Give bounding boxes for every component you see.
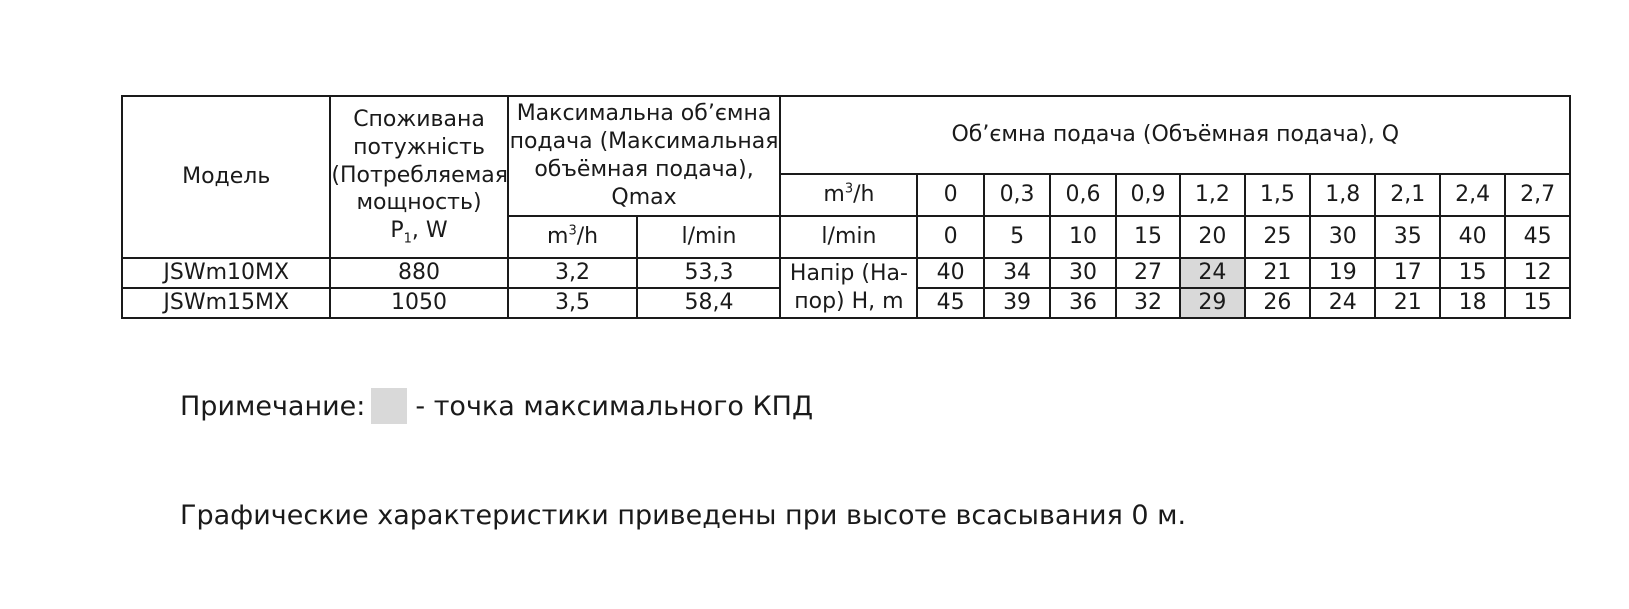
power-cell: 1050 bbox=[330, 288, 507, 318]
head-cell: 19 bbox=[1310, 258, 1375, 288]
head-cell: 26 bbox=[1245, 288, 1310, 318]
flow-m3h-cell: 0,9 bbox=[1116, 174, 1180, 216]
head-cell: 36 bbox=[1050, 288, 1115, 318]
unit-lmin-flow: l/min bbox=[780, 216, 917, 258]
flow-lmin-cell: 40 bbox=[1440, 216, 1505, 258]
qmax-m3h-cell: 3,2 bbox=[508, 258, 638, 288]
note bbox=[180, 388, 813, 424]
note-text: - точка максимального КПД bbox=[415, 390, 814, 422]
footnote: Графические характеристики приведены при высоте всасывания 0 м. bbox=[180, 500, 1187, 531]
head-cell: 21 bbox=[1375, 288, 1439, 318]
flow-m3h-cell: 2,7 bbox=[1505, 174, 1570, 216]
flow-m3h-cell: 0,6 bbox=[1050, 174, 1115, 216]
flow-m3h-cell: 2,4 bbox=[1440, 174, 1505, 216]
pump-spec-table bbox=[121, 95, 1571, 319]
head-cell: 15 bbox=[1440, 258, 1505, 288]
header-qmax: Максимальна об’ємна подача (Максимальная объёмная подача), Qmax bbox=[508, 96, 781, 216]
qmax-lmin-cell: 58,4 bbox=[637, 288, 780, 318]
qmax-m3h-cell: 3,5 bbox=[508, 288, 638, 318]
head-cell-max-efficiency: 24 bbox=[1180, 258, 1244, 288]
flow-m3h-cell: 1,8 bbox=[1310, 174, 1375, 216]
header-head: Напір (На- пор) H, m bbox=[780, 258, 917, 318]
flow-lmin-cell: 5 bbox=[984, 216, 1050, 258]
header-model: Модель bbox=[122, 96, 330, 258]
head-cell: 15 bbox=[1505, 288, 1570, 318]
flow-m3h-cell: 1,2 bbox=[1180, 174, 1244, 216]
head-cell: 18 bbox=[1440, 288, 1505, 318]
head-cell: 21 bbox=[1245, 258, 1310, 288]
head-cell: 17 bbox=[1375, 258, 1439, 288]
head-cell: 34 bbox=[984, 258, 1050, 288]
unit-m3h-flow: $m^3/h$ bbox=[780, 174, 917, 216]
flow-m3h-cell: 0 bbox=[917, 174, 983, 216]
unit-m3h-qmax: $m^3/h$ bbox=[508, 216, 638, 258]
header-power: Споживана потужність (Потребляемая мощность) $P_1$, W bbox=[330, 96, 507, 258]
power-cell: 880 bbox=[330, 258, 507, 288]
flow-lmin-cell: 25 bbox=[1245, 216, 1310, 258]
flow-lmin-cell: 10 bbox=[1050, 216, 1115, 258]
qmax-lmin-cell: 53,3 bbox=[637, 258, 780, 288]
model-cell: JSWm15MX bbox=[122, 288, 330, 318]
head-cell: 24 bbox=[1310, 288, 1375, 318]
head-cell: 45 bbox=[917, 288, 983, 318]
header-flow-title: Об’ємна подача (Объёмная подача), Q bbox=[780, 96, 1570, 174]
flow-lmin-cell: 45 bbox=[1505, 216, 1570, 258]
flow-m3h-cell: 2,1 bbox=[1375, 174, 1439, 216]
flow-lmin-cell: 30 bbox=[1310, 216, 1375, 258]
note-label: Примечание: bbox=[180, 390, 366, 422]
head-cell: 30 bbox=[1050, 258, 1115, 288]
unit-lmin-qmax: l/min bbox=[637, 216, 780, 258]
flow-lmin-cell: 35 bbox=[1375, 216, 1439, 258]
flow-lmin-cell: 20 bbox=[1180, 216, 1244, 258]
head-cell-max-efficiency: 29 bbox=[1180, 288, 1244, 318]
flow-lmin-cell: 0 bbox=[917, 216, 983, 258]
head-cell: 32 bbox=[1116, 288, 1180, 318]
flow-m3h-cell: 0,3 bbox=[984, 174, 1050, 216]
head-cell: 27 bbox=[1116, 258, 1180, 288]
flow-lmin-cell: 15 bbox=[1116, 216, 1180, 258]
head-cell: 39 bbox=[984, 288, 1050, 318]
highlight-swatch bbox=[371, 388, 407, 424]
head-cell: 12 bbox=[1505, 258, 1570, 288]
model-cell: JSWm10MX bbox=[122, 258, 330, 288]
head-cell: 40 bbox=[917, 258, 983, 288]
table-row bbox=[122, 258, 1570, 288]
flow-m3h-cell: 1,5 bbox=[1245, 174, 1310, 216]
